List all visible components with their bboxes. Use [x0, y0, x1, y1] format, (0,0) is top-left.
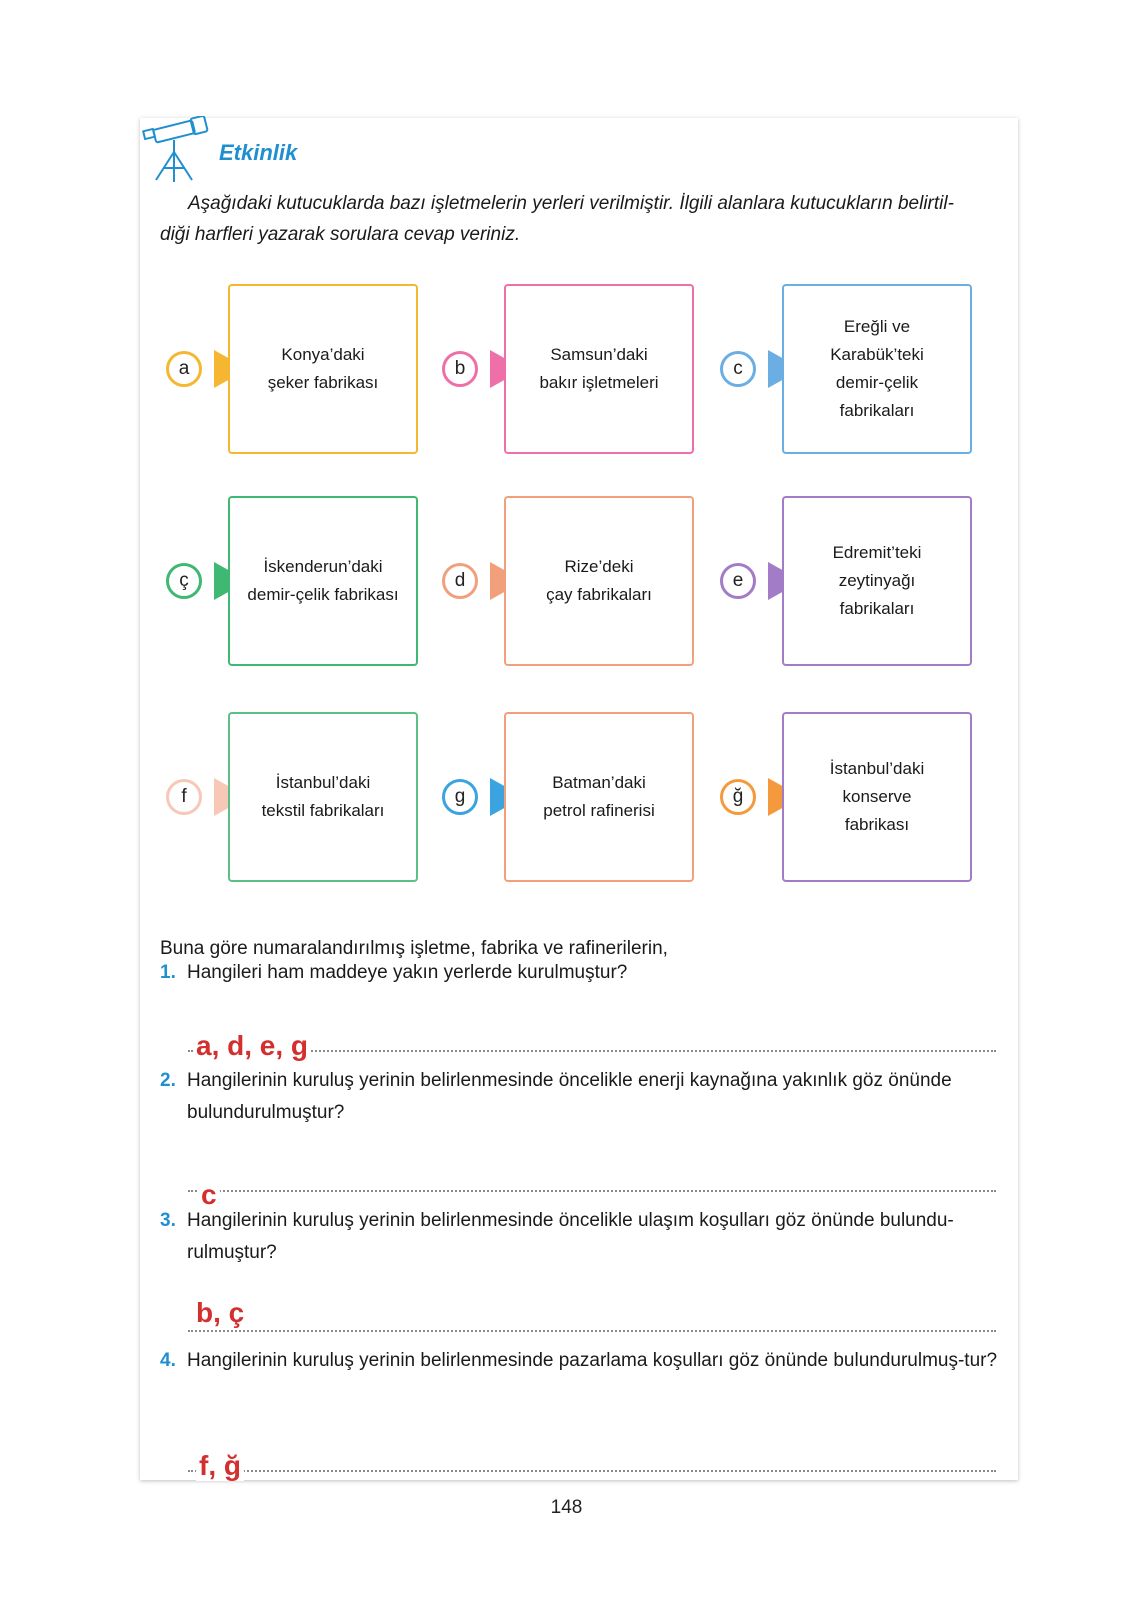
activity-intro [160, 188, 1005, 250]
question-4 [160, 1345, 1000, 1377]
question-number: 1. [160, 962, 176, 983]
intro-line-2: diği harfleri yazarak sorulara cevap veriniz. [160, 224, 521, 245]
question-3 [160, 1205, 1000, 1269]
item-letter-badge: g [442, 779, 478, 815]
telescope-icon [142, 116, 212, 184]
item-letter-badge: d [442, 563, 478, 599]
lead-text: Buna göre numaralandırılmış işletme, fabrika ve rafinerilerin, [160, 938, 668, 959]
business-box [504, 712, 694, 882]
item-letter-badge: c [720, 351, 756, 387]
business-box-text: Ereğli ve Karabük’teki demir-çelik fabrikaları [830, 317, 924, 420]
question-text: Hangilerinin kuruluş yerinin belirlenmesinde öncelikle ulaşım koşulları göz önünde bulundu-rulmuştur? [187, 1210, 954, 1263]
question-number: 2. [160, 1070, 176, 1091]
item-letter-badge: e [720, 563, 756, 599]
question-2 [160, 1065, 1000, 1129]
business-box [782, 284, 972, 454]
item-letter-badge: b [442, 351, 478, 387]
business-box [228, 496, 418, 666]
business-box-text: Konya’daki şeker fabrikası [267, 345, 379, 392]
answer-2: c [198, 1180, 220, 1210]
question-text: Hangilerinin kuruluş yerinin belirlenmesinde öncelikle enerji kaynağına yakınlık göz önünde bulundurulmuştur? [187, 1070, 952, 1123]
business-box-text: Batman’daki petrol rafinerisi [543, 773, 655, 820]
item-letter-badge: f [166, 779, 202, 815]
question-number: 3. [160, 1210, 176, 1231]
answer-1: a, d, e, g [193, 1031, 311, 1061]
question-text: Hangilerinin kuruluş yerinin belirlenmesinde pazarlama koşulları göz önünde bulundurulmuş-tur? [187, 1350, 998, 1371]
business-box [504, 496, 694, 666]
answer-line-3[interactable] [188, 1330, 996, 1332]
item-letter-badge: ç [166, 563, 202, 599]
business-box [504, 284, 694, 454]
answer-line-2[interactable] [188, 1190, 996, 1192]
business-box-text: Samsun’daki bakır işletmeleri [539, 345, 659, 392]
question-1 [160, 957, 1000, 989]
question-text: Hangileri ham maddeye yakın yerlerde kurulmuştur? [187, 962, 628, 983]
business-box [782, 712, 972, 882]
page-number: 148 [550, 1497, 583, 1518]
business-box [782, 496, 972, 666]
intro-line-1: Aşağıdaki kutucuklarda bazı işletmelerin yerleri verilmiştir. İlgili alanlara kutucukların belirtil- [188, 193, 954, 214]
item-letter-badge: ğ [720, 779, 756, 815]
answer-3: b, ç [193, 1298, 247, 1328]
answer-4: f, ğ [196, 1451, 244, 1481]
business-box [228, 712, 418, 882]
business-box-text: İstanbul’daki tekstil fabrikaları [261, 773, 385, 820]
business-box-text: Rize’deki çay fabrikaları [546, 557, 652, 604]
business-box-text: Edremit’teki zeytinyağı fabrikaları [832, 543, 922, 618]
question-number: 4. [160, 1350, 176, 1371]
activity-title: Etkinlik [219, 140, 298, 165]
business-box-text: İskenderun’daki demir-çelik fabrikası [247, 557, 399, 604]
item-letter-badge: a [166, 351, 202, 387]
answer-line-4[interactable] [188, 1470, 996, 1472]
business-box [228, 284, 418, 454]
business-box-text: İstanbul’daki konserve fabrikası [829, 759, 925, 834]
